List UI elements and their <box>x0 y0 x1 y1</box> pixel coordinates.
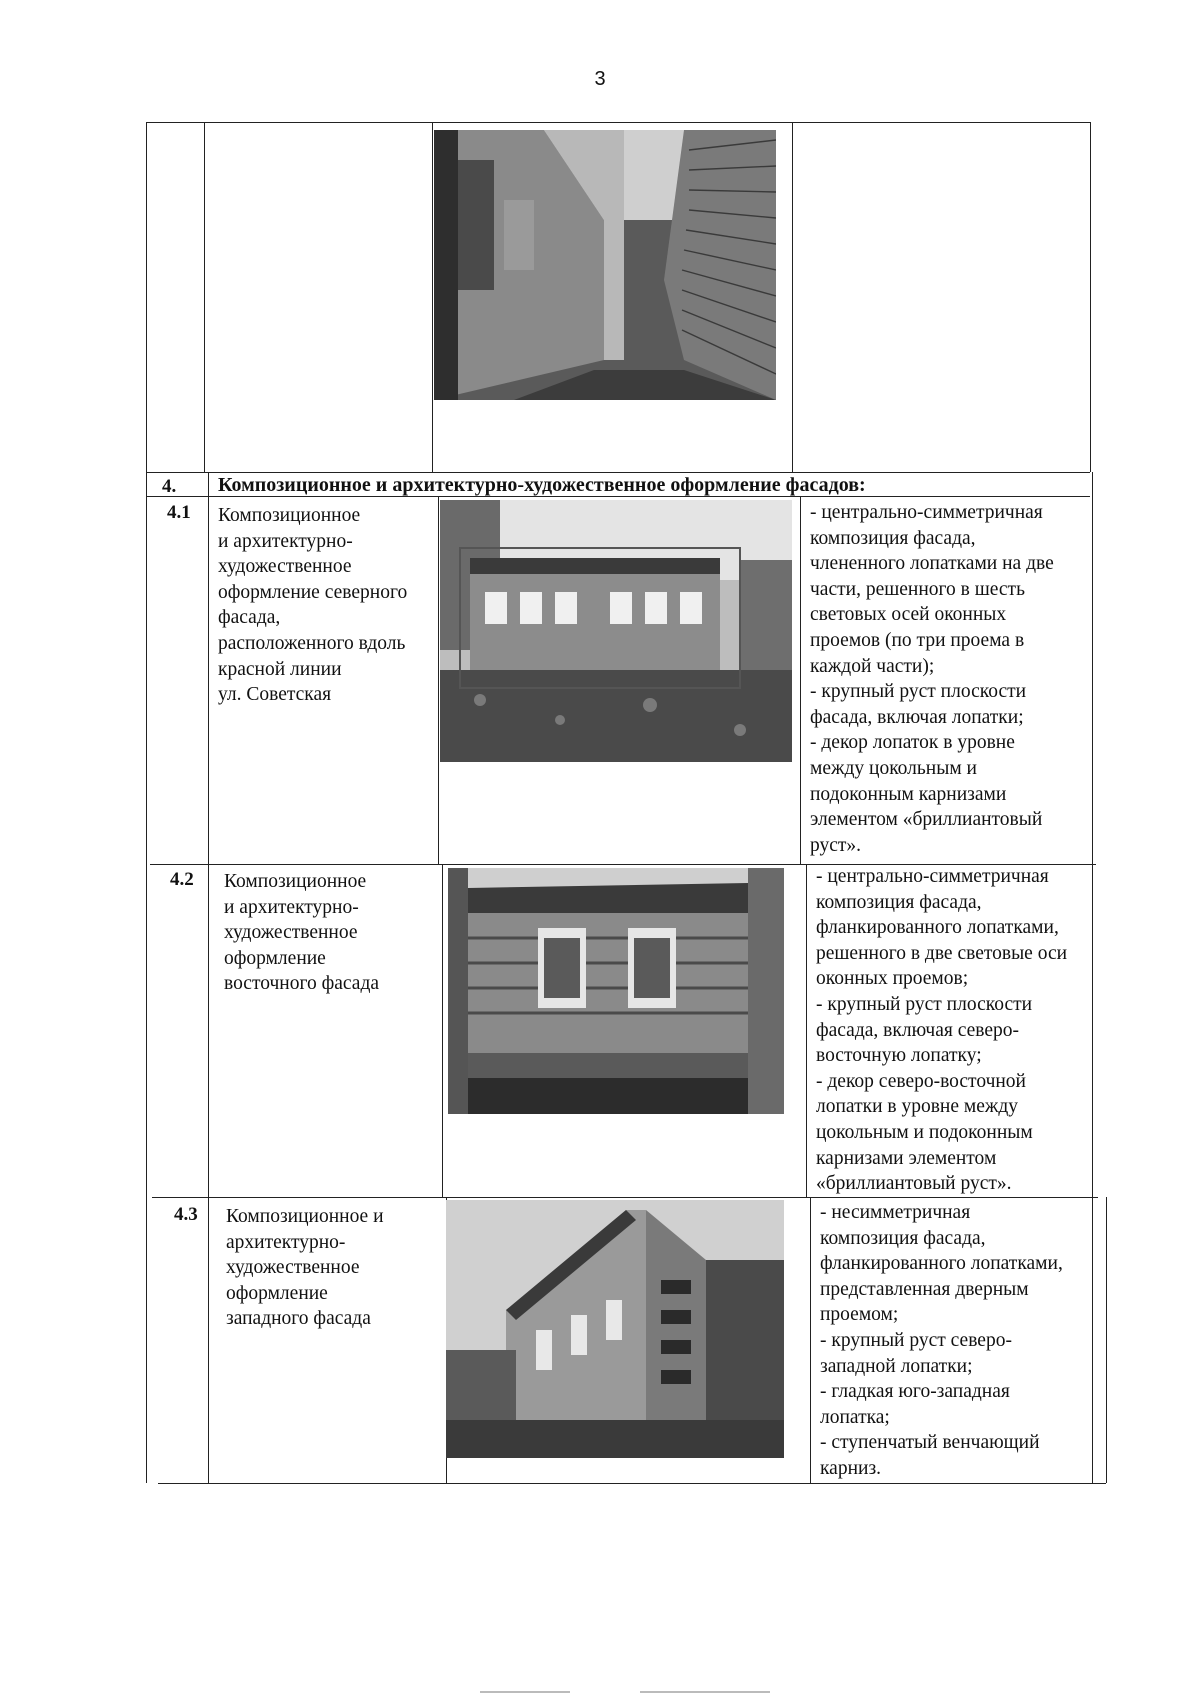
row-name: Композиционное и архитектурно- художественное оформление восточного фасада <box>224 871 380 995</box>
row-name: Композиционное и архитектурно- художественное оформление западного фасада <box>226 1206 384 1330</box>
scan-artifact <box>640 1691 770 1693</box>
section-number: 4. <box>162 476 177 497</box>
page-number: 3 <box>594 68 606 90</box>
row-number: 4.1 <box>167 502 191 523</box>
row-number: 4.2 <box>170 869 194 890</box>
row-description: - центрально-симметричная композиция фасада, фланкированного лопатками, решенного в две световые оси оконных проемов; - крупный руст плоскости фасада, включая северо- восточную лопатку; - декор северо-восточной лопатки в уровне между цокольным и подоконным карнизами элементом «бриллиантовый руст». <box>816 866 1068 1195</box>
section-title: Композиционное и архитектурно-художественное оформление фасадов: <box>218 474 866 496</box>
passage-between-buildings-photo <box>434 130 776 400</box>
row-number: 4.3 <box>174 1204 198 1225</box>
east-facade-photo <box>448 868 784 1114</box>
scan-artifact <box>480 1691 570 1693</box>
north-facade-photo <box>440 500 792 762</box>
row-description: - центрально-симметричная композиция фасада, члененного лопатками на две части, решенного в шесть световых осей оконных проемов (по три проема в каждой части); - крупный руст плоскости фасада, включая лопатки; - декор лопаток в уровне между цокольным и подоконным карнизами элементом «бриллиантовый руст». <box>810 502 1054 856</box>
row-name: Композиционное и архитектурно- художественное оформление северного фасада, расположенного вдоль красной линии ул. Советская <box>218 505 408 706</box>
row-description: - несимметричная композиция фасада, фланкированного лопатками, представленная дверным проемом; - крупный руст северо- западной лопатки; - гладкая юго-западная лопатка; - ступенчатый венчающий карниз. <box>820 1202 1063 1479</box>
west-facade-photo <box>446 1200 784 1458</box>
